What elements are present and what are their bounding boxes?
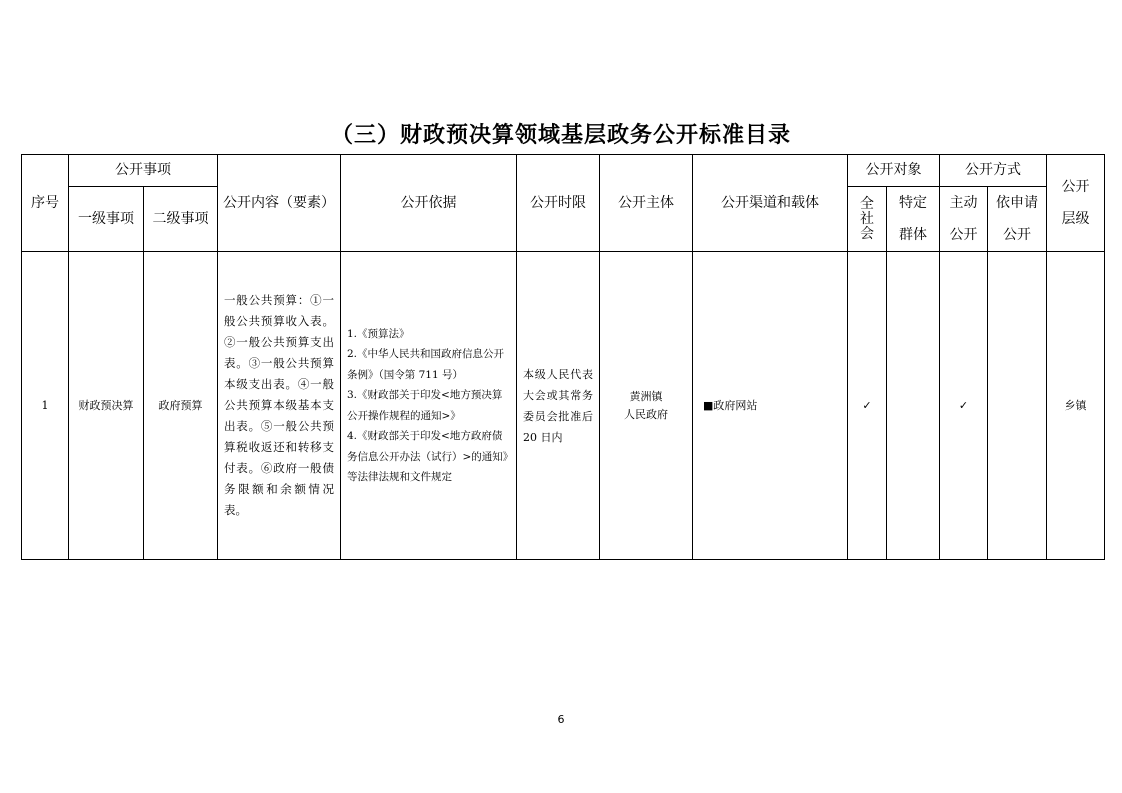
header-method-request-line-1: 依申请 bbox=[996, 195, 1038, 211]
header-basis: 公开依据 bbox=[341, 155, 517, 252]
header-method-active-line-2: 公开 bbox=[949, 227, 978, 243]
row-target-all bbox=[848, 252, 887, 560]
header-target-all bbox=[848, 187, 887, 252]
row-level1: 财政预决算 bbox=[69, 252, 144, 560]
row-deadline-text: 本级人民代表大会或其常务委员会批准后 20 日内 bbox=[523, 367, 593, 444]
row-level2: 政府预算 bbox=[144, 252, 218, 560]
row-basis-item-1: 1.《预算法》 bbox=[347, 327, 410, 340]
row-method-request bbox=[988, 252, 1047, 560]
row-subject bbox=[600, 252, 693, 560]
header-level1: 一级事项 bbox=[69, 187, 144, 252]
header-target-all-char-1: 全 bbox=[860, 195, 874, 212]
check-icon: ✓ bbox=[862, 398, 872, 412]
header-method-request bbox=[988, 187, 1047, 252]
row-subject-line-1: 黄洲镇 bbox=[629, 390, 663, 404]
header-target-specific bbox=[887, 187, 940, 252]
table-row bbox=[22, 252, 1105, 560]
header-tier bbox=[1047, 155, 1105, 252]
row-target-specific bbox=[887, 252, 940, 560]
row-channel bbox=[693, 252, 848, 560]
row-method-active bbox=[940, 252, 988, 560]
row-deadline bbox=[517, 252, 600, 560]
header-subject: 公开主体 bbox=[600, 155, 693, 252]
row-subject-line-2: 人民政府 bbox=[624, 407, 668, 421]
check-icon: ✓ bbox=[958, 398, 969, 412]
header-tier-line-2: 层级 bbox=[1061, 211, 1090, 227]
row-content-text: 一般公共预算：①一般公共预算收入表。②一般公共预算支出表。③一般公共预算本级支出表。④一般公共预算本级基本支出表。⑤一般公共预算税收返还和转移支付表。⑥政府一般债务限额和余额情况表。 bbox=[224, 293, 334, 517]
header-method-active-line-1: 主动 bbox=[949, 195, 978, 211]
header-target-all-char-3: 会 bbox=[860, 225, 874, 242]
header-content: 公开内容（要素） bbox=[218, 155, 341, 252]
header-level2: 二级事项 bbox=[144, 187, 218, 252]
standard-catalog-table bbox=[21, 154, 1105, 560]
page-number: 6 bbox=[557, 713, 565, 726]
header-method-request-line-2: 公开 bbox=[1003, 227, 1031, 243]
row-basis-item-2: 2.《中华人民共和国政府信息公开条例》（国令第 711 号） bbox=[347, 348, 505, 381]
header-target-specific-line-2: 群体 bbox=[899, 227, 927, 243]
row-basis bbox=[341, 252, 517, 560]
header-target-specific-line-1: 特定 bbox=[899, 195, 927, 211]
page-title: （三）财政预决算领域基层政务公开标准目录 bbox=[330, 122, 791, 148]
row-seq: 1 bbox=[22, 252, 69, 560]
header-tier-line-1: 公开 bbox=[1061, 179, 1090, 195]
row-basis-item-3: 3.《财政部关于印发<地方预决算公开操作规程的通知>》 bbox=[347, 389, 503, 422]
header-target-group: 公开对象 bbox=[848, 155, 940, 187]
row-content bbox=[218, 252, 341, 560]
header-seq: 序号 bbox=[22, 155, 69, 252]
header-method-active bbox=[940, 187, 988, 252]
header-channel: 公开渠道和载体 bbox=[693, 155, 848, 252]
row-channel-text: ■政府网站 bbox=[703, 398, 758, 412]
row-tier: 乡镇 bbox=[1047, 252, 1105, 560]
header-items-group: 公开事项 bbox=[69, 155, 218, 187]
header-target-all-char-2: 社 bbox=[860, 210, 874, 227]
header-deadline: 公开时限 bbox=[517, 155, 600, 252]
row-basis-item-4: 4.《财政部关于印发<地方政府债务信息公开办法（试行）>的通知》等法律法规和文件规定 bbox=[347, 430, 509, 483]
header-method-group: 公开方式 bbox=[940, 155, 1047, 187]
